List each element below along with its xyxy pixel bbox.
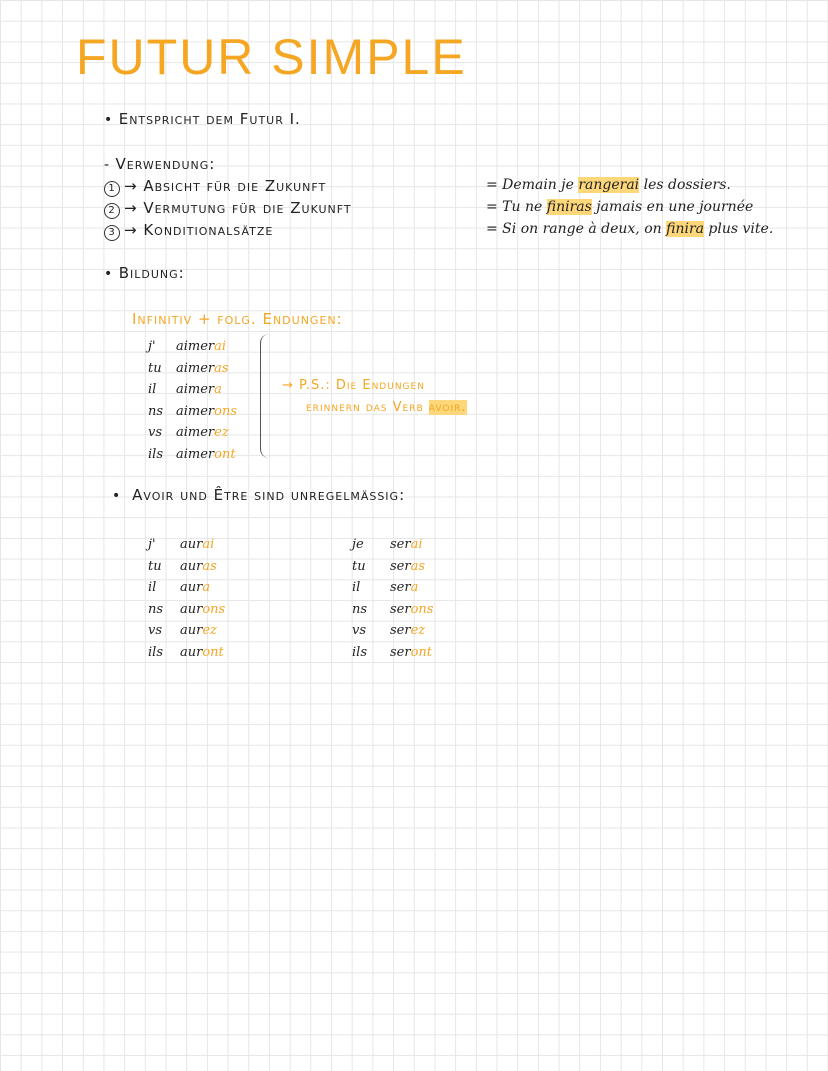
intro-text: Entspricht dem Futur I.: [118, 110, 301, 128]
example-text: plus vite.: [703, 221, 774, 237]
avoir-conjugation: [148, 534, 225, 663]
conjugation-row: ns serons: [352, 601, 434, 617]
bildung-heading-text: Bildung:: [118, 264, 185, 282]
formula-text: Infinitiv + folg. Endungen:: [132, 310, 343, 328]
conjugation-row: ils auront: [148, 644, 224, 660]
example-highlight: finira: [666, 221, 704, 237]
example-text: = Si on range à deux, on: [486, 221, 667, 237]
conjugation-row: il aura: [148, 580, 211, 595]
number-badge: 1: [104, 181, 120, 197]
bildung-heading: • Bildung:: [104, 264, 185, 282]
example-text: les dossiers.: [639, 177, 731, 193]
example-highlight: finiras: [546, 199, 592, 215]
example-sentence-2: [486, 199, 753, 215]
example-text: = Tu ne: [486, 199, 547, 215]
conjugation-row: ils seront: [352, 644, 433, 660]
verwendung-item-text: → Konditionalsätze: [124, 221, 274, 239]
conjugation-row: tu auras: [148, 558, 217, 574]
verwendung-heading: - Verwendung:: [104, 155, 216, 173]
etre-conjugation: [352, 534, 433, 663]
bracket: [260, 334, 269, 458]
conjugation-row: vs aurez: [148, 623, 217, 638]
conjugation-row: ns aimerons: [148, 403, 238, 419]
example-text: jamais en une journée: [591, 199, 754, 215]
page-title: FUTUR SIMPLE: [76, 29, 467, 85]
note-line-1: → P.S.: Die Endungen: [282, 378, 425, 393]
number-badge: 2: [104, 203, 120, 219]
conjugation-row: il aimera: [148, 382, 222, 397]
conjugation-row: j' aimerai: [148, 339, 227, 354]
example-sentence-1: [486, 177, 731, 193]
example-text: = Demain je: [486, 177, 579, 193]
conjugation-row: j' aurai: [148, 537, 215, 552]
verwendung-item-3: [104, 221, 273, 241]
conjugation-row: vs serez: [352, 623, 426, 638]
irregular-heading-text: Avoir und Être sind unregelmässig:: [132, 486, 406, 504]
note-highlight: avoir.: [428, 400, 467, 415]
note-line-2: erinnern das Verb avoir.: [306, 400, 467, 415]
intro-line: • Entspricht dem Futur I.: [104, 110, 301, 128]
example-sentence-3: [486, 221, 773, 237]
conjugation-row: je serai: [352, 537, 423, 552]
conjugation-row: ns aurons: [148, 601, 226, 617]
conjugation-row: tu aimeras: [148, 360, 229, 376]
conjugation-row: il sera: [352, 580, 419, 595]
verwendung-item-2: [104, 199, 352, 219]
verwendung-item-1: [104, 177, 326, 197]
verwendung-item-text: → Absicht für die Zukunft: [124, 177, 327, 195]
example-highlight: rangerai: [578, 177, 640, 193]
aimer-conjugation: [148, 336, 237, 465]
number-badge: 3: [104, 225, 120, 241]
irregular-heading: • Avoir und Être sind unregelmässig:: [112, 486, 406, 504]
conjugation-row: vs aimerez: [148, 425, 229, 440]
verwendung-item-text: → Vermutung für die Zukunft: [124, 199, 352, 217]
conjugation-row: tu seras: [352, 558, 426, 574]
conjugation-row: ils aimeront: [148, 446, 236, 462]
verwendung-heading-text: Verwendung:: [115, 155, 216, 173]
